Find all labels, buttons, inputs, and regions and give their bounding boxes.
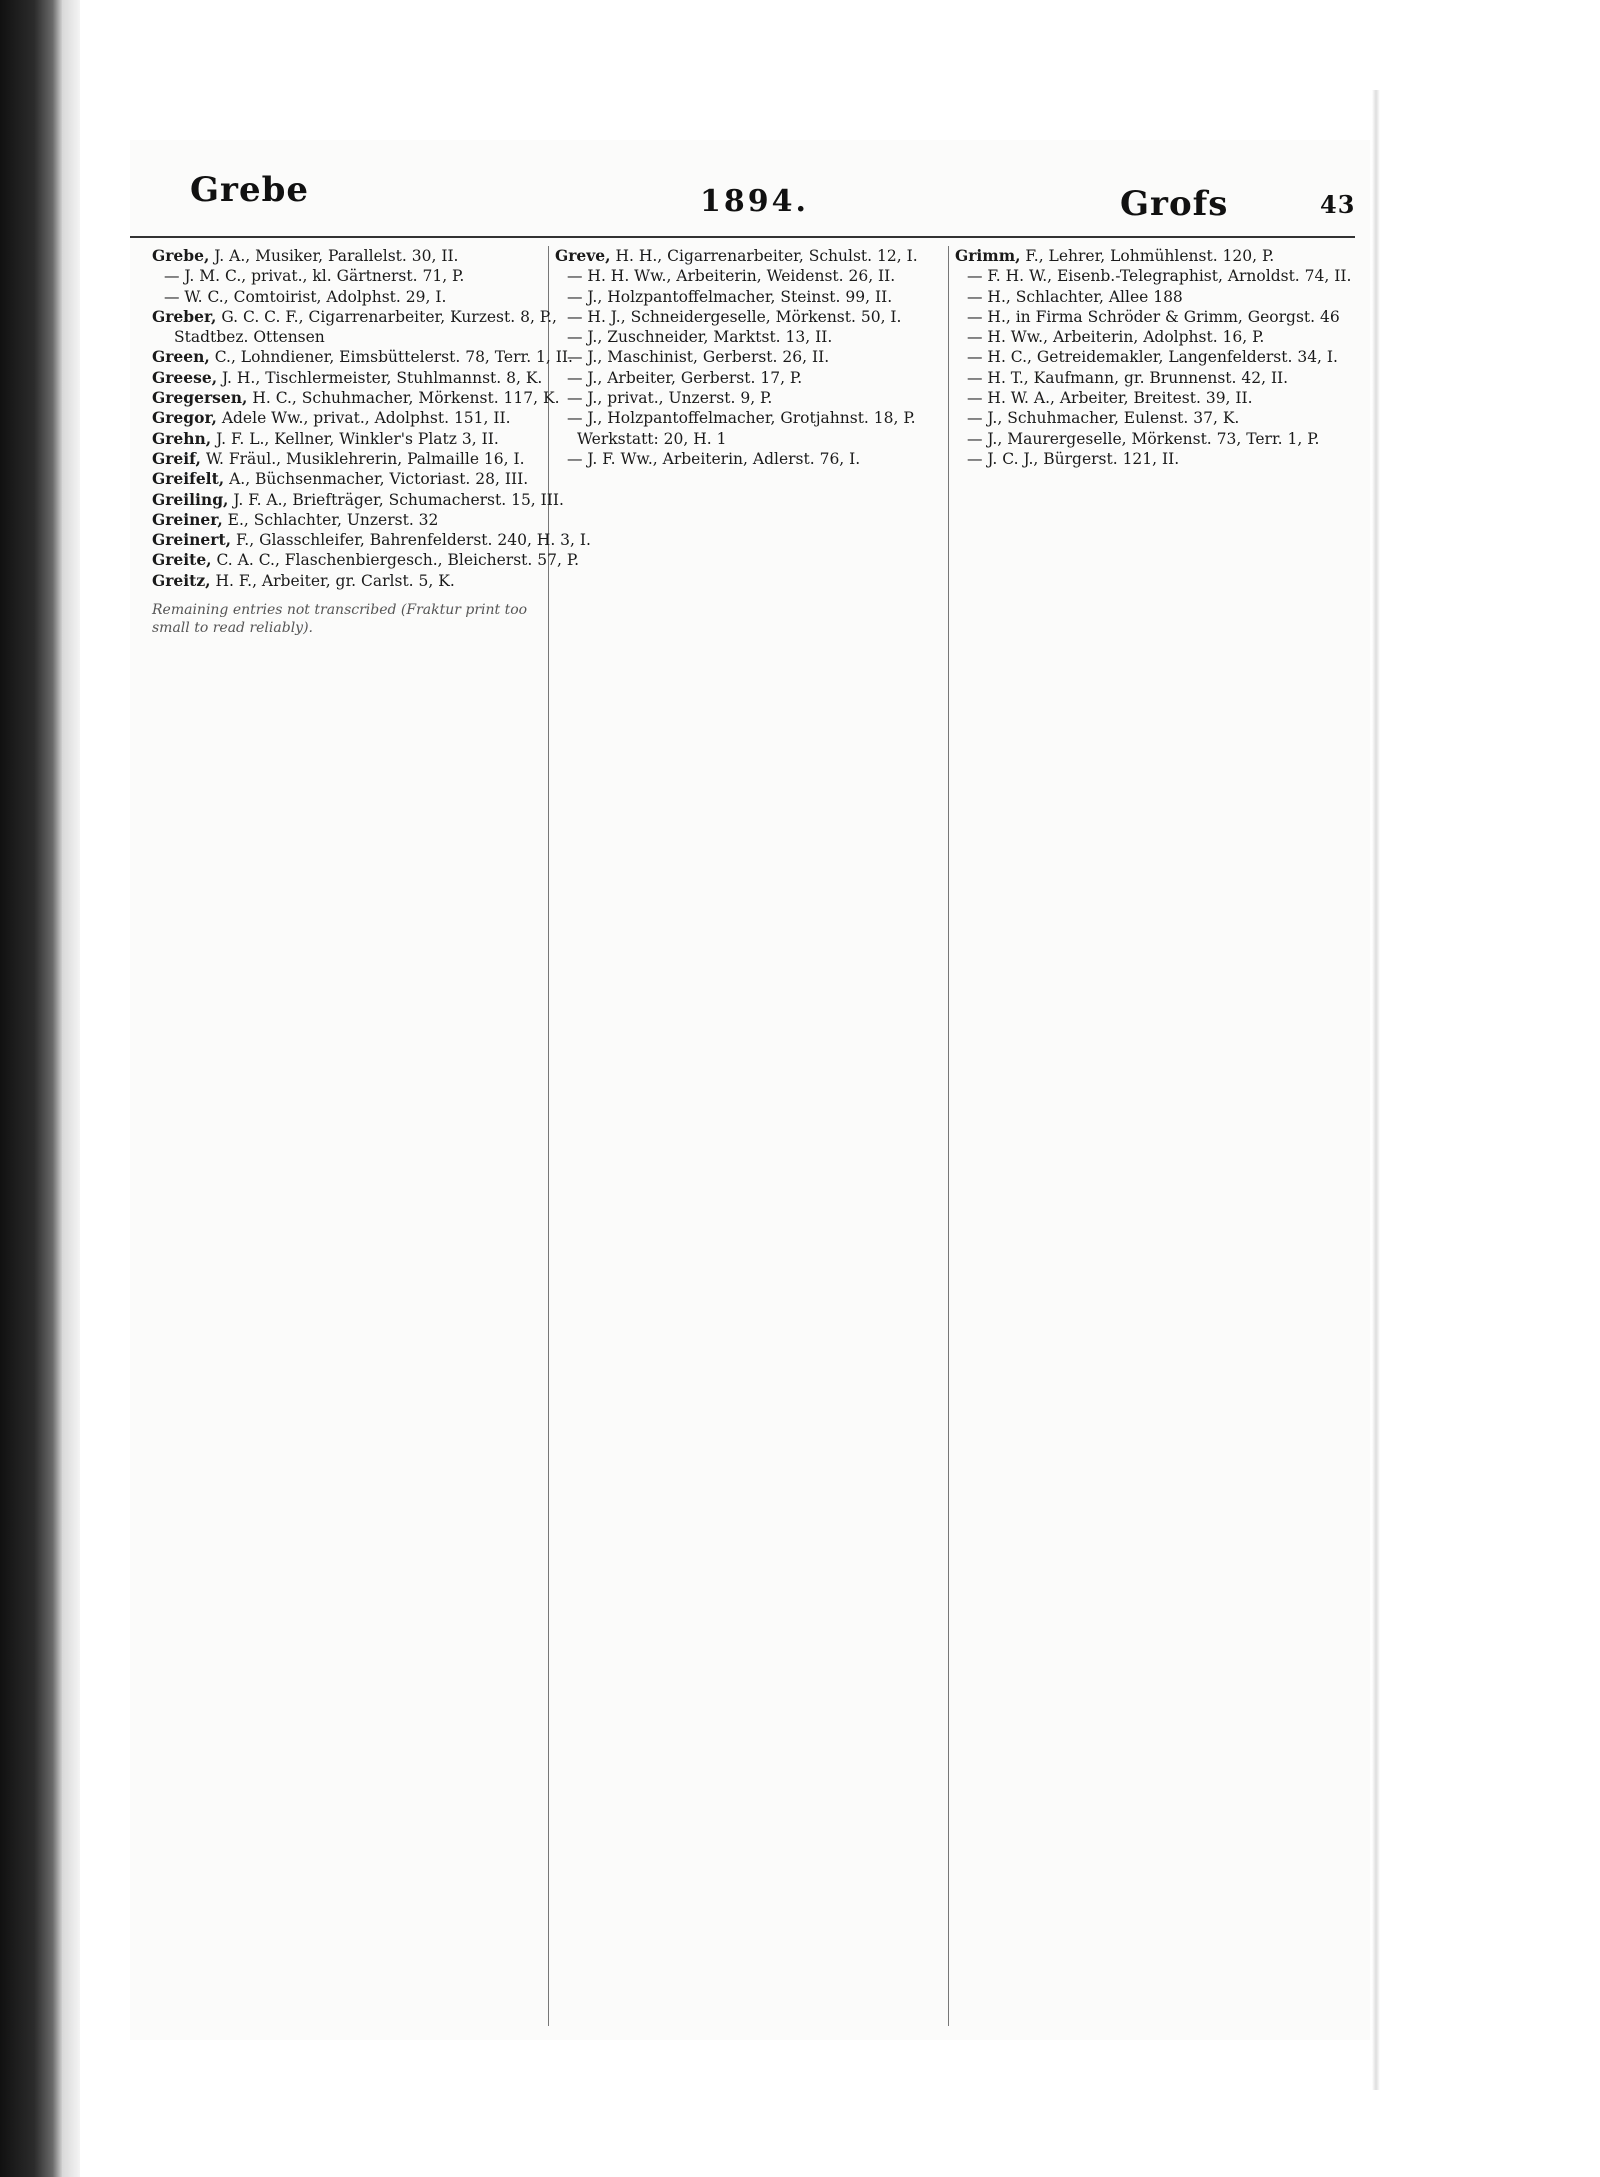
entry-details: — H. C., Getreidemakler, Langenfelderst. 34, I.: [967, 348, 1338, 367]
entry-details: — H. W. A., Arbeiter, Breitest. 39, II.: [967, 389, 1253, 408]
entry-surname: Greiner,: [152, 509, 223, 529]
directory-entry: [555, 388, 950, 408]
directory-entry: [152, 408, 547, 428]
entry-surname: Grebe,: [152, 246, 210, 265]
entry-details: — H., Schlachter, Allee 188: [967, 287, 1183, 306]
directory-entry: [152, 388, 560, 408]
directory-entry: [152, 246, 547, 266]
scan-edge-strip: [62, 0, 80, 2177]
directory-column-3: [955, 246, 1350, 2026]
directory-entry: [955, 449, 1350, 469]
entry-details: — J. F. Ww., Arbeiterin, Adlerst. 76, I.: [567, 449, 861, 468]
directory-entry: [152, 469, 547, 489]
entry-details: J. H., Tischlermeister, Stuhlmannst. 8, K.: [217, 368, 543, 387]
entry-details: — J., Holzpantoffelmacher, Grotjahnst. 18, P.: [567, 409, 916, 428]
entry-surname: Greber,: [152, 306, 217, 326]
directory-entry: [152, 571, 547, 591]
directory-entry: [555, 266, 950, 286]
entry-surname: Greese,: [152, 367, 218, 387]
entry-details: G. C. C. F., Cigarrenarbeiter, Kurzest. 8, P.,: [216, 307, 557, 326]
entry-details: Werkstatt: 20, H. 1: [577, 429, 727, 448]
directory-entry: [955, 429, 1350, 449]
column-separator: [548, 246, 549, 2026]
directory-entry: [955, 368, 1350, 388]
entry-details: — J., Maschinist, Gerberst. 26, II.: [567, 348, 830, 367]
directory-entry: [955, 408, 1350, 428]
entry-details: C. A. C., Flaschenbiergesch., Bleicherst. 57, P.: [211, 551, 580, 570]
directory-entry: [152, 368, 547, 388]
entry-details: F., Glasschleifer, Bahrenfelderst. 240, H. 3, I.: [231, 531, 591, 550]
entry-details: J. A., Musiker, Parallelst. 30, II.: [209, 247, 459, 265]
directory-column-2: [555, 246, 950, 2026]
entry-surname: Greite,: [152, 550, 212, 570]
entry-surname: Greiling,: [152, 489, 229, 509]
directory-entry: [555, 347, 950, 367]
directory-entry: [955, 246, 1350, 266]
directory-entry: [152, 489, 564, 510]
entry-details: E., Schlachter, Unzerst. 32: [222, 510, 439, 529]
entry-surname: Grimm,: [955, 246, 1021, 265]
entry-details: — J., Holzpantoffelmacher, Steinst. 99, II.: [567, 287, 893, 306]
entry-details: H. H., Cigarrenarbeiter, Schulst. 12, I.: [610, 247, 918, 265]
directory-entry: [152, 306, 557, 327]
directory-entry: [555, 327, 950, 347]
directory-entry: [555, 368, 950, 388]
entry-details: F., Lehrer, Lohmühlenst. 120, P.: [1020, 247, 1275, 265]
directory-entry: [555, 429, 950, 449]
directory-entry: [955, 266, 1350, 286]
entry-details: A., Büchsenmacher, Victoriast. 28, III.: [224, 470, 529, 489]
entry-details: — F. H. W., Eisenb.-Telegraphist, Arnoldst. 74, II.: [967, 267, 1352, 286]
entry-details: — J., Schuhmacher, Eulenst. 37, K.: [967, 409, 1240, 428]
entry-surname: Greve,: [555, 246, 611, 265]
transcription-notice: Remaining entries not transcribed (Fraktur print too small to read reliably).: [152, 602, 528, 637]
directory-entry: [555, 449, 950, 469]
running-head-right: Grofs: [1120, 184, 1229, 224]
entry-surname: Green,: [152, 347, 210, 367]
directory-entry: [955, 347, 1350, 367]
entry-details: — J., privat., Unzerst. 9, P.: [567, 389, 773, 408]
directory-entry: [152, 550, 580, 570]
entry-details: — J. C. J., Bürgerst. 121, II.: [967, 449, 1180, 468]
entry-details: — H. J., Schneidergeselle, Mörkenst. 50, I.: [567, 307, 902, 326]
directory-entry: [152, 510, 547, 530]
entry-details: C., Lohndiener, Eimsbüttelerst. 78, Terr. 1, II.: [209, 348, 573, 367]
page-number: 43: [1320, 190, 1356, 219]
scan-edge-right: [1372, 90, 1380, 2090]
entry-surname: Gregersen,: [152, 388, 248, 408]
directory-entry: [555, 246, 950, 266]
entry-details: — J., Zuschneider, Marktst. 13, II.: [567, 328, 833, 347]
running-head-left: Grebe: [190, 170, 309, 210]
entry-surname: Greitz,: [152, 570, 211, 590]
entry-details: — H. H. Ww., Arbeiterin, Weidenst. 26, II.: [567, 267, 896, 286]
directory-entry: [152, 327, 547, 347]
page-year: 1894.: [700, 184, 809, 219]
directory-entry: [152, 287, 547, 307]
directory-entry: [152, 429, 547, 449]
entry-details: Adele Ww., privat., Adolphst. 151, II.: [216, 409, 511, 428]
entry-details: — H. T., Kaufmann, gr. Brunnenst. 42, II.: [967, 368, 1289, 387]
directory-entry: [555, 307, 950, 327]
directory-entry: [152, 347, 573, 367]
entry-surname: Greifelt,: [152, 469, 225, 489]
entry-surname: Grehn,: [152, 428, 212, 448]
entry-details: — J., Maurergeselle, Mörkenst. 73, Terr. 1, P.: [967, 429, 1320, 448]
entry-surname: Greinert,: [152, 530, 232, 550]
directory-entry: [955, 287, 1350, 307]
entry-details: H. F., Arbeiter, gr. Carlst. 5, K.: [210, 571, 455, 590]
entry-details: J. F. A., Briefträger, Schumacherst. 15, III.: [228, 490, 564, 509]
directory-entry: [555, 287, 950, 307]
directory-entry: [955, 388, 1350, 408]
entry-details: — J. M. C., privat., kl. Gärtnerst. 71, P.: [164, 267, 465, 286]
entry-details: — W. C., Comtoirist, Adolphst. 29, I.: [164, 287, 447, 306]
entry-details: J. F. L., Kellner, Winkler's Platz 3, II.: [211, 429, 499, 448]
page-header: [130, 170, 1370, 240]
entry-surname: Greif,: [152, 448, 201, 468]
directory-entry: [152, 449, 547, 469]
directory-entry: [955, 307, 1350, 327]
scan-edge-left: [0, 0, 62, 2177]
directory-entry: [152, 530, 591, 550]
header-rule: [130, 236, 1355, 238]
entry-details: — H. Ww., Arbeiterin, Adolphst. 16, P.: [967, 328, 1265, 347]
entry-details: — H., in Firma Schröder & Grimm, Georgst. 46: [967, 307, 1340, 326]
entry-surname: Gregor,: [152, 408, 217, 428]
entry-details: Stadtbez. Ottensen: [174, 328, 325, 347]
directory-entry: [955, 327, 1350, 347]
directory-entry: [555, 408, 950, 428]
directory-entry: [152, 266, 547, 286]
entry-details: — J., Arbeiter, Gerberst. 17, P.: [567, 368, 803, 387]
entry-details: W. Fräul., Musiklehrerin, Palmaille 16, I.: [200, 449, 525, 468]
entry-details: H. C., Schuhmacher, Mörkenst. 117, K.: [247, 389, 560, 408]
